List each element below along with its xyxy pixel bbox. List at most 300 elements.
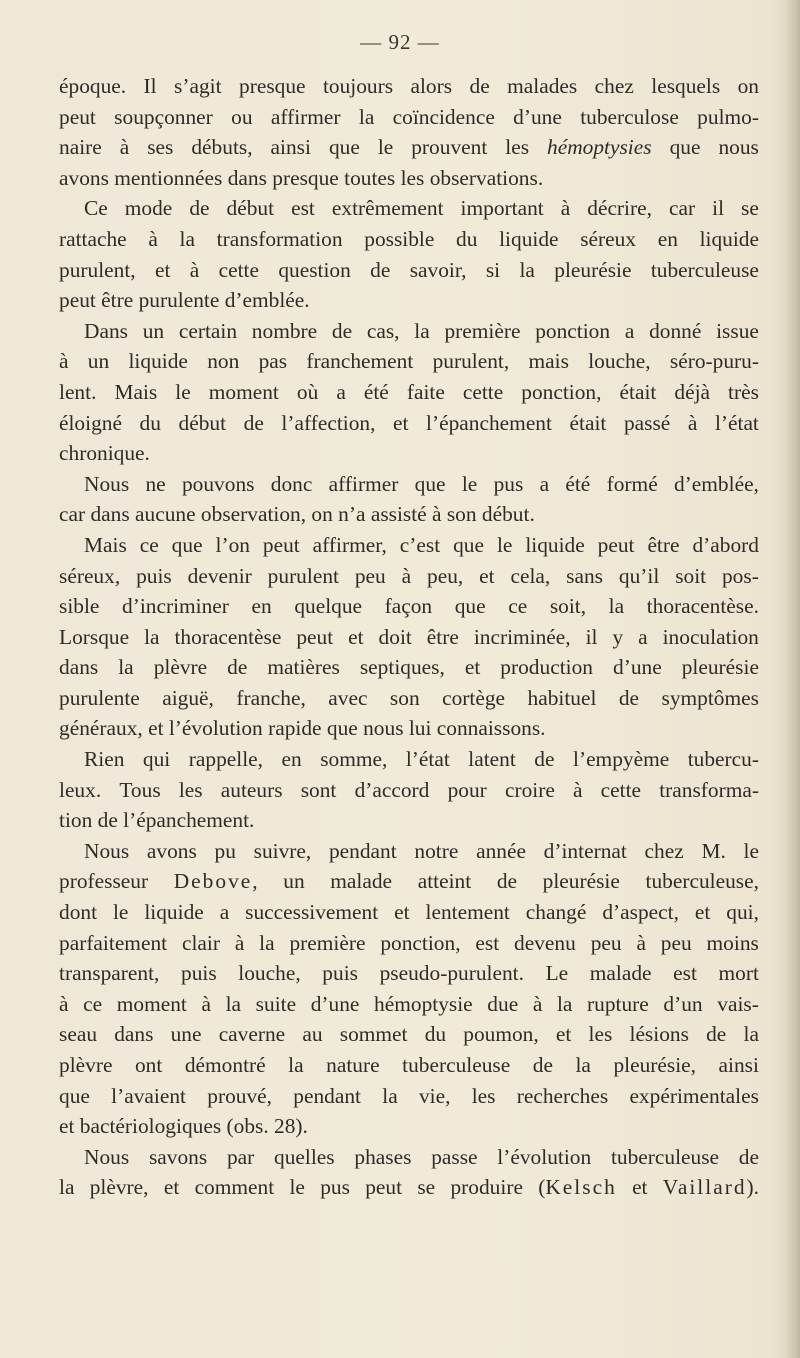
word: faite [406,379,445,404]
word: la [225,991,242,1016]
word: car [668,196,696,221]
word: le [461,471,478,496]
word: débuts, [191,135,253,160]
word: de [534,747,555,772]
word: pus [320,1175,350,1200]
word: louche, [238,961,301,986]
word: d’accord [354,777,430,802]
word: septiques, [359,655,445,680]
word: savons [148,1144,208,1169]
word: nombre [251,318,318,343]
word: peut [59,104,96,129]
word: a [539,471,550,496]
text-line [59,928,759,959]
word: plèvre, [89,1175,149,1200]
word: le [496,532,513,557]
word: mort [718,961,759,986]
word: liquide [128,349,188,374]
word: les [505,135,530,160]
text-line [59,775,759,806]
word: suite [255,991,297,1016]
word: extrêmement [331,196,444,221]
word: s’agit [174,74,222,98]
word: parfaitement [59,930,168,955]
word: à [532,991,543,1016]
word: à [401,563,412,588]
word: M. [701,838,726,863]
word: liquide [699,226,759,251]
word: où [296,379,319,404]
word: époque. [59,74,127,98]
word: pus [493,471,524,496]
word: important [460,196,544,221]
word: pour [447,777,487,802]
word: année [476,838,526,863]
word: mode [124,196,173,221]
word: tuberculose [580,104,679,129]
word: incriminée, [473,624,571,649]
word: plèvre [153,655,208,680]
word: successivement [245,900,379,925]
word: pendant [293,1083,361,1108]
word: séreux, [59,563,121,588]
word: rattache [59,226,127,251]
word: a [219,900,230,925]
word: se [741,196,759,221]
word: tuberculeuse [402,1053,511,1077]
word: ont [134,1053,163,1077]
word: tuberculeuse [650,257,759,282]
word: peu [590,930,622,955]
text-line [59,163,759,194]
word: de [496,869,518,894]
text-segment: peut être purulente d’emblée. [59,288,310,313]
word: à [687,410,698,435]
word: et [632,1175,648,1200]
word: naire [59,135,102,160]
text-line [59,1111,759,1142]
word: purulent, [59,257,136,282]
word: cette [462,379,504,404]
word: suivre, [253,838,312,863]
text-segment: car dans aucune observation, on n’a assisté à son début. [59,502,535,527]
word: alors [410,74,453,98]
word: Lorsque [59,624,130,649]
word: comment [194,1175,275,1200]
word: liquide [144,900,204,925]
word: y [612,624,624,649]
word: de [738,1144,759,1169]
word: ponction [535,318,611,343]
word: soit [675,563,707,588]
word: ainsi [718,1053,759,1077]
word: ce [83,991,103,1016]
word: l’épanchement [426,410,552,435]
word: été [565,471,591,496]
body-text [59,71,759,1203]
word: cela, [510,563,551,588]
word: et [694,900,711,925]
word: presque [239,74,306,98]
word: cas, [366,318,400,343]
word: lesquels [651,74,721,98]
word: et [348,624,364,649]
word: transforma- [659,777,759,802]
word: quelque [294,594,363,619]
word: peu, [427,563,464,588]
word: la [575,1053,591,1077]
text-line [59,836,759,867]
word: affirmer [270,104,341,129]
word: passe [431,1144,478,1169]
word: un [142,318,165,343]
word: production [500,655,593,680]
word: et [394,900,410,925]
word: donné [649,318,702,343]
word: l’affection, [281,410,376,435]
text-line [59,224,759,255]
word: lésions [629,1022,689,1047]
text-line [59,958,759,989]
word: Dans [84,318,128,343]
word: peut [296,624,334,649]
word: la [358,104,375,129]
word: de [532,1053,553,1077]
word: dans [59,655,99,680]
word: question [278,257,351,282]
word: liquide [525,532,585,557]
word: pendant [328,838,397,863]
word: qui, [726,900,759,925]
word: l’on [215,532,250,557]
word: issue [716,318,759,343]
word: pleurésie, [613,1053,697,1077]
word: la [382,1083,398,1108]
word: vie, [418,1083,451,1108]
word: il [585,624,598,649]
word: affirmer, [312,532,387,557]
word: à [148,226,158,251]
word: toujours [322,74,394,98]
word: à [59,991,69,1016]
word: seau [59,1022,98,1047]
word: (Kelsch [538,1175,617,1200]
text-line [59,1081,759,1112]
word: que [454,594,486,619]
word: dont [59,900,98,925]
text-line [59,561,759,592]
word: à [119,135,130,160]
word: coïncidence [392,104,495,129]
word: ponction, [380,930,461,955]
word: la [556,991,573,1016]
word: matières [267,655,340,680]
word: de [189,196,210,221]
word: et [479,563,495,588]
word: purulente [59,685,140,710]
word: a [624,318,635,343]
text-segment: tion de l’épanchement. [59,808,255,833]
word: formé [606,471,658,496]
word: franche, [236,685,306,710]
word: ou [231,104,253,129]
word: du [139,410,161,435]
text-line [59,255,759,286]
word: non [207,349,240,374]
word: la [144,624,160,649]
word: peut [597,532,635,557]
word: du [456,226,478,251]
word: à [189,257,200,282]
word: liquide [499,226,559,251]
text-line [59,683,759,714]
word: Ce [84,196,108,221]
word: que [414,471,446,496]
word: due [487,991,519,1016]
word: pleurésie [542,869,620,894]
word: d’aspect, [602,900,679,925]
word: puis [322,961,358,986]
word: clair [181,930,220,955]
word: notre [414,838,459,863]
word: que [453,532,484,557]
word: la [608,594,625,619]
word: début [226,196,275,221]
word: lentement [425,900,510,925]
word: prouvé, [207,1083,272,1108]
word: expérimentales [629,1083,759,1108]
word: donc [270,471,313,496]
text-line [59,652,759,683]
text-line [59,530,759,561]
word: décrire, [587,196,652,221]
word: la [288,1053,304,1077]
word: peut [365,1175,403,1200]
word: peu [660,930,692,955]
word: Mais [114,379,158,404]
word: auteurs [220,777,283,802]
word: pleurésie [681,655,759,680]
word: d’emblée, [673,471,759,496]
word: caverne [218,1022,286,1047]
word: soupçonner [114,104,213,129]
word: thoracentèse [174,624,282,649]
text-segment: généraux, et l’évolution rapide que nous lui connaissons. [59,716,546,741]
word: ne [145,471,166,496]
word: quelles [274,1144,335,1169]
word: au [302,1022,323,1047]
word: pouvons [181,471,255,496]
word: soit, [549,594,587,619]
text-line [59,744,759,775]
text-line [59,805,759,836]
word: d’incriminer [122,594,229,619]
word: Vaillard). [662,1175,759,1200]
word: le [112,900,129,925]
text-line [59,989,759,1020]
word: chez [644,838,684,863]
word: peu [354,563,386,588]
word: que [328,135,360,160]
word: malades [507,74,578,98]
word: un [87,349,110,374]
word: ponction, [521,379,602,404]
word: poumon, [463,1022,539,1047]
word: la [59,1175,75,1200]
word: hémoptysie [374,991,473,1016]
word: et [555,1022,572,1047]
word: que [669,135,701,160]
word: prouvent [411,135,488,160]
word: inoculation [662,624,759,649]
word: en [251,594,272,619]
word: ce [139,532,159,557]
word: éloigné [59,410,122,435]
word: pleurésie [554,257,632,282]
word: sont [300,777,337,802]
word: qui [142,747,171,772]
word: d’un [663,991,703,1016]
word: dans [114,1022,154,1047]
word: la [259,930,275,955]
word: Nous [84,1144,130,1169]
word: on [737,74,759,98]
word: la [519,257,535,282]
word: atteint [417,869,472,894]
word: de [227,655,248,680]
word: été [363,379,389,404]
word: de [618,685,640,710]
word: cortège [442,685,506,710]
word: purulent [267,563,339,588]
word: nous [718,135,759,160]
word: malade [589,961,652,986]
text-segment: chronique. [59,441,150,466]
word: que [171,532,203,557]
text-line [59,1019,759,1050]
text-line [59,285,759,316]
word: et [163,1175,180,1200]
word: pseudo-purulent. [379,961,524,986]
text-line [59,897,759,928]
word: et [464,655,481,680]
word: de [370,257,391,282]
word: à [636,930,646,955]
word: le [743,838,759,863]
word: moins [706,930,759,955]
word: à [234,930,245,955]
word: très [728,379,759,404]
word: moment [116,991,187,1016]
word: à [573,777,583,802]
word: mais [528,349,569,374]
word: et [393,410,409,435]
word: le [175,379,191,404]
word: déjà [674,379,711,404]
word: puis [181,961,217,986]
word: plèvre [59,1053,113,1077]
word: affirmer [328,471,399,496]
word: produire [450,1175,523,1200]
word: Nous [84,838,130,863]
word: en [281,747,302,772]
word: un [283,869,305,894]
word: était [569,410,607,435]
word: peut [262,532,300,557]
word: lent. [59,379,97,404]
word: début [178,410,227,435]
word: à [201,991,211,1016]
word: tuberculeuse [610,1144,720,1169]
word: en [657,226,678,251]
word: sans [566,563,603,588]
word: l’état [405,747,450,772]
word: être [647,532,680,557]
word: d’abord [692,532,759,557]
word: devenir [187,563,252,588]
word: professeur [59,869,149,894]
word: de [706,1022,727,1047]
word: si [485,257,501,282]
word: symptômes [661,685,759,710]
text-line [59,316,759,347]
word: latent [468,747,516,772]
word: d’une [513,104,562,129]
word: savoir, [409,257,467,282]
word: possible [364,226,435,251]
word: l’empyème [573,747,670,772]
word: est [291,196,315,221]
word: rupture [587,991,649,1016]
word: pulmo- [697,104,759,129]
text-line [59,102,759,133]
word: franchement [306,349,414,374]
word: le [377,135,394,160]
word: séreux [580,226,637,251]
word: Le [545,961,569,986]
word: et [154,257,171,282]
word: est [673,961,697,986]
word: certain [178,318,238,343]
text-line [59,193,759,224]
word: ses [147,135,174,160]
word: le [289,1175,305,1200]
text-line [59,866,759,897]
text-line [59,346,759,377]
text-line [59,71,759,102]
word: se [417,1175,436,1200]
word: d’internat [543,838,627,863]
word: hémoptysies [547,135,652,160]
text-line [59,713,759,744]
text-segment: avons mentionnées dans presque toutes les observations. [59,165,544,190]
word: phases [354,1144,412,1169]
word: qu’il [618,563,660,588]
word: façon [384,594,433,619]
text-line [59,1050,759,1081]
word: pos- [721,563,759,588]
word: avons [146,838,197,863]
word: Il [143,74,157,98]
text-line [59,438,759,469]
page-number: — 92 — [360,30,440,54]
word: thoracentèse. [646,594,759,619]
word: séro-puru- [669,349,759,374]
word: à [59,349,69,374]
text-line [59,469,759,500]
word: passé [623,410,671,435]
word: de [469,74,490,98]
